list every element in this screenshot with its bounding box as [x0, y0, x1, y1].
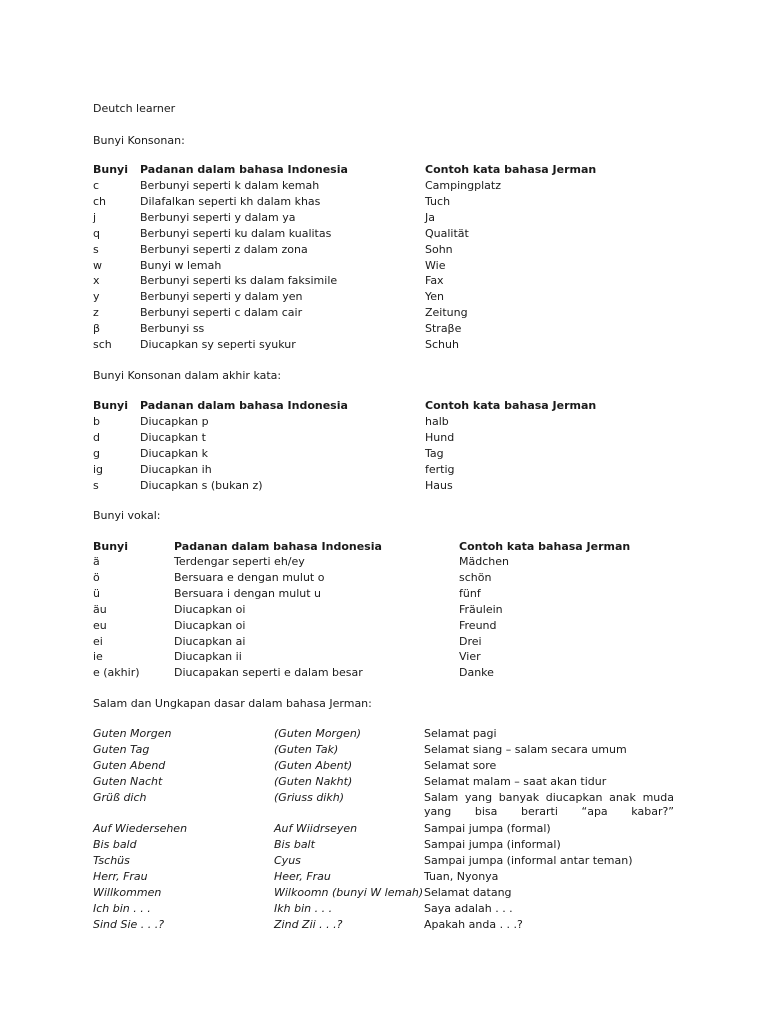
table-row [93, 666, 683, 682]
section-heading-konsonan: Bunyi Konsonan: [93, 134, 185, 147]
cell-col-2: Bis balt [274, 838, 315, 852]
cell-col-3: Ja [425, 210, 435, 224]
cell-col-2: Berbunyi seperti ks dalam faksimile [140, 274, 338, 288]
cell-col-2: Berbunyi seperti y dalam yen [140, 290, 303, 304]
cell-col-1: d [93, 430, 100, 444]
cell-col-2: Berbunyi ss [140, 322, 205, 336]
table-row [93, 195, 683, 211]
cell-col-3: Vier [459, 650, 481, 664]
cell-col-3: Danke [459, 666, 494, 680]
cell-col-1: q [93, 226, 100, 240]
table-row [93, 571, 683, 587]
cell-col-1: Grüß dich [93, 790, 147, 804]
cell-col-1: Willkommen [93, 886, 162, 899]
table-row [93, 243, 683, 259]
cell-col-3: Drei [459, 634, 482, 648]
table-row [93, 211, 683, 227]
cell-col-3: Zeitung [425, 306, 468, 320]
cell-col-3: Selamat datang [424, 886, 512, 899]
cell-col-3: Hund [425, 430, 455, 444]
header-contoh: Contoh kata bahasa Jerman [425, 399, 597, 412]
cell-col-1: Guten Morgen [93, 727, 172, 740]
cell-col-3: fertig [425, 462, 455, 476]
table-row [93, 227, 683, 243]
cell-col-2: Diucapkan ai [174, 634, 246, 648]
cell-col-3: Sohn [425, 242, 453, 256]
cell-col-3: Selamat pagi [424, 727, 497, 740]
cell-col-3: Salam yang banyak diucapkan anak muda yang bisa berarti “apa kabar?” [424, 790, 674, 818]
cell-col-1: j [93, 210, 97, 224]
cell-col-3: Selamat siang – salam secara umum [424, 742, 627, 756]
cell-col-3: Tag [425, 446, 444, 460]
cell-col-1: ig [93, 462, 104, 476]
cell-col-1: Tschüs [93, 854, 130, 868]
cell-col-3: Sampai jumpa (formal) [424, 822, 551, 836]
cell-col-3: Mädchen [459, 555, 509, 568]
cell-col-1: äu [93, 602, 107, 616]
table-row [93, 635, 683, 651]
cell-col-1: z [93, 306, 99, 320]
cell-col-3: Sampai jumpa (informal) [424, 838, 561, 852]
cell-col-3: Fräulein [459, 602, 503, 616]
cell-col-2: Heer, Frau [274, 870, 331, 884]
table-row [93, 902, 683, 918]
section-heading-akhir: Bunyi Konsonan dalam akhir kata: [93, 369, 282, 382]
cell-col-1: Auf Wiedersehen [93, 822, 188, 836]
header-bunyi: Bunyi [93, 540, 128, 553]
cell-col-1: ie [93, 650, 103, 664]
cell-col-3: Sampai jumpa (informal antar teman) [424, 854, 633, 868]
cell-col-2: Berbunyi seperti y dalam ya [140, 210, 296, 224]
cell-col-2: Auf Wiidrseyen [274, 822, 358, 836]
cell-col-2: Bersuara i dengan mulut u [174, 586, 322, 600]
table-row [93, 759, 683, 775]
cell-col-1: c [93, 179, 100, 192]
cell-col-2: Ikh bin . . . [274, 901, 333, 915]
table-row [93, 322, 683, 338]
cell-col-3: Haus [425, 478, 453, 492]
table-row [93, 179, 683, 195]
cell-col-3: Straβe [425, 322, 462, 336]
cell-col-2: Bersuara e dengan mulut o [174, 570, 325, 584]
cell-col-2: Zind Zii . . .? [274, 917, 343, 931]
cell-col-1: b [93, 415, 100, 428]
cell-col-3: Apakah anda . . .? [424, 917, 523, 931]
cell-col-3: Freund [459, 618, 497, 632]
cell-col-2: Bunyi w lemah [140, 258, 222, 272]
cell-col-1: Guten Abend [93, 758, 166, 772]
cell-col-3: Selamat sore [424, 758, 497, 772]
cell-col-3: Schuh [425, 338, 459, 351]
cell-col-1: Ich bin . . . [93, 901, 151, 915]
cell-col-1: ei [93, 634, 103, 648]
cell-col-2: Berbunyi seperti c dalam cair [140, 306, 303, 320]
table-row [93, 274, 683, 290]
cell-col-3: Saya adalah . . . [424, 901, 513, 915]
table-row [93, 619, 683, 635]
table-row [93, 259, 683, 275]
cell-col-1: ö [93, 570, 100, 584]
table-row [93, 431, 683, 447]
header-contoh: Contoh kata bahasa Jerman [425, 163, 597, 176]
table-row [93, 854, 683, 870]
table-row [93, 886, 683, 902]
table-row [93, 338, 683, 354]
table-header [93, 399, 683, 415]
cell-col-3: Tuch [425, 194, 451, 208]
header-padanan: Padanan dalam bahasa Indonesia [140, 399, 348, 412]
cell-col-2: Diucapakan seperti e dalam besar [174, 666, 363, 680]
cell-col-3: fünf [459, 586, 481, 600]
cell-col-1: e (akhir) [93, 666, 140, 680]
cell-col-2: Terdengar seperti eh/ey [174, 555, 305, 568]
cell-col-1: w [93, 258, 102, 272]
cell-col-3: Tuan, Nyonya [424, 870, 499, 884]
cell-col-3: Qualität [425, 226, 469, 240]
cell-col-3: Campingplatz [425, 179, 501, 192]
cell-col-2: Diucapkan k [140, 446, 209, 460]
cell-col-1: ch [93, 194, 107, 208]
cell-col-1: x [93, 274, 100, 288]
table-row [93, 790, 683, 818]
header-bunyi: Bunyi [93, 163, 128, 176]
cell-col-1: Herr, Frau [93, 870, 148, 884]
table-row [93, 479, 683, 495]
table-row [93, 870, 683, 886]
table-row [93, 775, 683, 791]
cell-col-1: Sind Sie . . .? [93, 917, 165, 931]
table-row [93, 290, 683, 306]
table-row [93, 650, 683, 666]
table-row [93, 918, 683, 934]
section-heading-salam: Salam dan Ungkapan dasar dalam bahasa Jerman: [93, 697, 372, 710]
header-contoh: Contoh kata bahasa Jerman [459, 540, 631, 553]
table-row [93, 822, 683, 838]
table-header [93, 163, 683, 179]
table-row [93, 838, 683, 854]
cell-col-1: eu [93, 618, 107, 632]
cell-col-2: Dilafalkan seperti kh dalam khas [140, 194, 321, 208]
cell-col-2: (Guten Abent) [274, 758, 353, 772]
cell-col-1: s [93, 242, 99, 256]
table-row [93, 603, 683, 619]
cell-col-2: Diucapkan oi [174, 618, 246, 632]
table-row [93, 463, 683, 479]
cell-col-2: Diucapkan p [140, 415, 209, 428]
cell-col-3: schön [459, 570, 492, 584]
cell-col-3: Fax [425, 274, 444, 288]
section-heading-vokal: Bunyi vokal: [93, 509, 161, 522]
cell-col-3: halb [425, 415, 449, 428]
cell-col-1: β [93, 322, 101, 336]
table-row [93, 555, 683, 571]
cell-col-1: Bis bald [93, 838, 137, 852]
cell-col-2: Diucapkan ii [174, 650, 242, 664]
cell-col-2: Cyus [274, 854, 301, 868]
cell-col-1: Guten Nacht [93, 774, 163, 788]
cell-col-3: Selamat malam – saat akan tidur [424, 774, 607, 788]
cell-col-2: (Guten Nakht) [274, 774, 353, 788]
table-row [93, 587, 683, 603]
cell-col-1: ü [93, 586, 100, 600]
cell-col-3: Wie [425, 258, 446, 272]
table-header [93, 540, 683, 556]
table-row [93, 727, 683, 743]
cell-col-2: Berbunyi seperti ku dalam kualitas [140, 226, 332, 240]
table-row [93, 306, 683, 322]
cell-col-2: Diucapkan t [140, 430, 206, 444]
cell-col-1: Guten Tag [93, 742, 150, 756]
cell-col-2: Wilkoomn (bunyi W lemah) [274, 886, 424, 899]
cell-col-2: Berbunyi seperti k dalam kemah [140, 179, 320, 192]
cell-col-2: Diucapkan sy seperti syukur [140, 338, 296, 351]
header-padanan: Padanan dalam bahasa Indonesia [140, 163, 348, 176]
header-padanan: Padanan dalam bahasa Indonesia [174, 540, 382, 553]
cell-col-1: g [93, 446, 100, 460]
cell-col-2: (Guten Tak) [274, 742, 339, 756]
document-title: Deutch learner [93, 102, 176, 115]
table-row [93, 447, 683, 463]
header-bunyi: Bunyi [93, 399, 128, 412]
cell-col-2: Berbunyi seperti z dalam zona [140, 242, 308, 256]
table-row [93, 743, 683, 759]
cell-col-2: (Griuss dikh) [274, 790, 344, 804]
table-row [93, 415, 683, 431]
cell-col-1: ä [93, 555, 100, 568]
cell-col-3: Yen [425, 290, 444, 304]
cell-col-2: Diucapkan s (bukan z) [140, 478, 263, 492]
cell-col-2: (Guten Morgen) [274, 727, 362, 740]
cell-col-1: s [93, 478, 99, 492]
cell-col-1: y [93, 290, 100, 304]
cell-col-2: Diucapkan oi [174, 602, 246, 616]
cell-col-2: Diucapkan ih [140, 462, 212, 476]
cell-col-1: sch [93, 338, 112, 351]
